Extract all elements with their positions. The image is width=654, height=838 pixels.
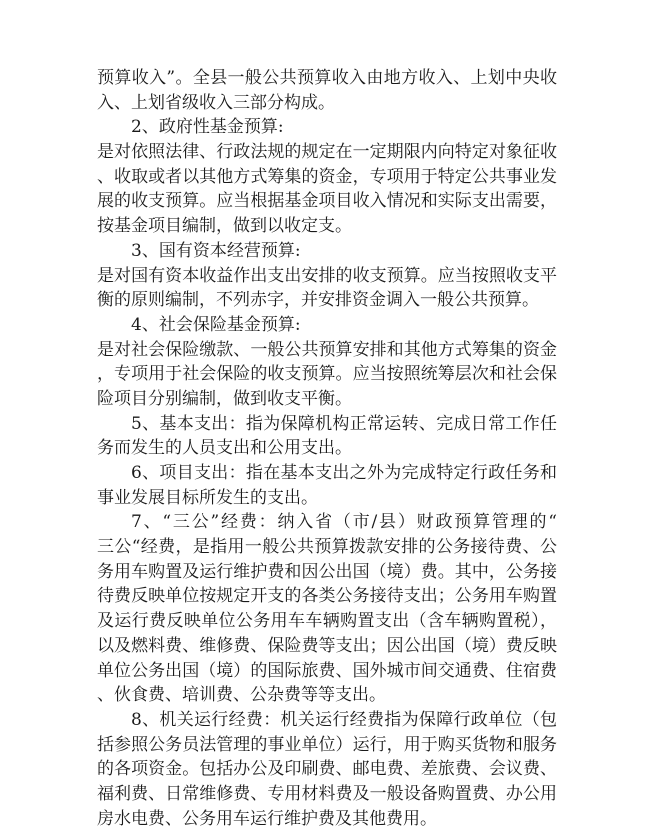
body-text-line: 是对社会保险缴款、一般公共预算安排和其他方式筹集的资金 [97,339,557,360]
paragraph-last-line: 险项目分别编制，做到收支平衡。 [97,388,352,409]
paragraph-last-line: 房水电费、公务用车运行维护费及其他费用。 [97,808,437,829]
body-text-line: ，专项用于社会保险的收支预算。应当按照统筹层次和社会保 [97,364,557,385]
body-text-line: 待费反映单位按规定开支的各类公务接待支出；公务用车购置 [97,586,557,607]
section-heading: 3、国有资本经营预算: [131,240,301,261]
body-text-line: 预算收入”。全县一般公共预算收入由地方收入、上划中央收 [97,68,557,88]
body-text-line: 单位公务出国（境）的国际旅费、国外城市间交通费、住宿费 [97,660,557,681]
body-text-line: 以及燃料费、维修费、保险费等支出；因公出国（境）费反映 [97,635,557,656]
paragraph-last-line: 、伙食费、培训费、公杂费等等支出。 [97,685,386,706]
paragraph-last-line: 按基金项目编制，做到以收定支。 [97,216,352,237]
section-heading: 2、政府性基金预算: [131,117,284,138]
body-text-line: 的各项资金。包括办公及印刷费、邮电费、差旅费、会议费、 [97,759,557,780]
paragraph-last-line: 衡的原则编制，不列赤字，并安排资金调入一般公共预算。 [97,290,539,311]
document-body [97,66,557,831]
paragraph-last-line: 入、上划省级收入三部分构成。 [97,92,335,113]
paragraph-first-line: 8、机关运行经费：机关运行经费指为保障行政单位（包 [131,709,557,730]
paragraph-last-line: 事业发展目标所发生的支出。 [97,487,318,508]
body-text-line: 三公“经费，是指用一般公共预算拨款安排的公务接待费、公 [97,537,557,558]
body-text-line: 务用车购置及运行维护费和因公出国（境）费。其中，公务接 [97,561,557,582]
paragraph-first-line: 7、“三公”经费：纳入省（市/县）财政预算管理的“ [131,512,557,533]
body-text-line: 及运行费反映单位公务用车车辆购置支出（含车辆购置税）， [97,611,557,632]
body-text-line: 括参照公务员法管理的事业单位）运行，用于购买货物和服务 [97,734,557,755]
paragraph-first-line: 5、基本支出：指为保障机构正常运转、完成日常工作任 [131,413,557,434]
paragraph-first-line: 6、项目支出：指在基本支出之外为完成特定行政任务和 [131,463,557,483]
body-text-line: 、收取或者以其他方式筹集的资金，专项用于特定公共事业发 [97,166,557,187]
body-text-line: 展的收支预算。应当根据基金项目收入情况和实际支出需要， [97,191,557,212]
paragraph-last-line: 务而发生的人员支出和公用支出。 [97,438,352,459]
body-text-line: 福利费、日常维修费、专用材料费及一般设备购置费、办公用 [97,783,557,804]
section-heading: 4、社会保险基金预算: [131,314,301,335]
body-text-line: 是对国有资本收益作出支出安排的收支预算。应当按照收支平 [97,265,557,286]
body-text-line: 是对依照法律、行政法规的规定在一定期限内向特定对象征收 [97,142,557,163]
